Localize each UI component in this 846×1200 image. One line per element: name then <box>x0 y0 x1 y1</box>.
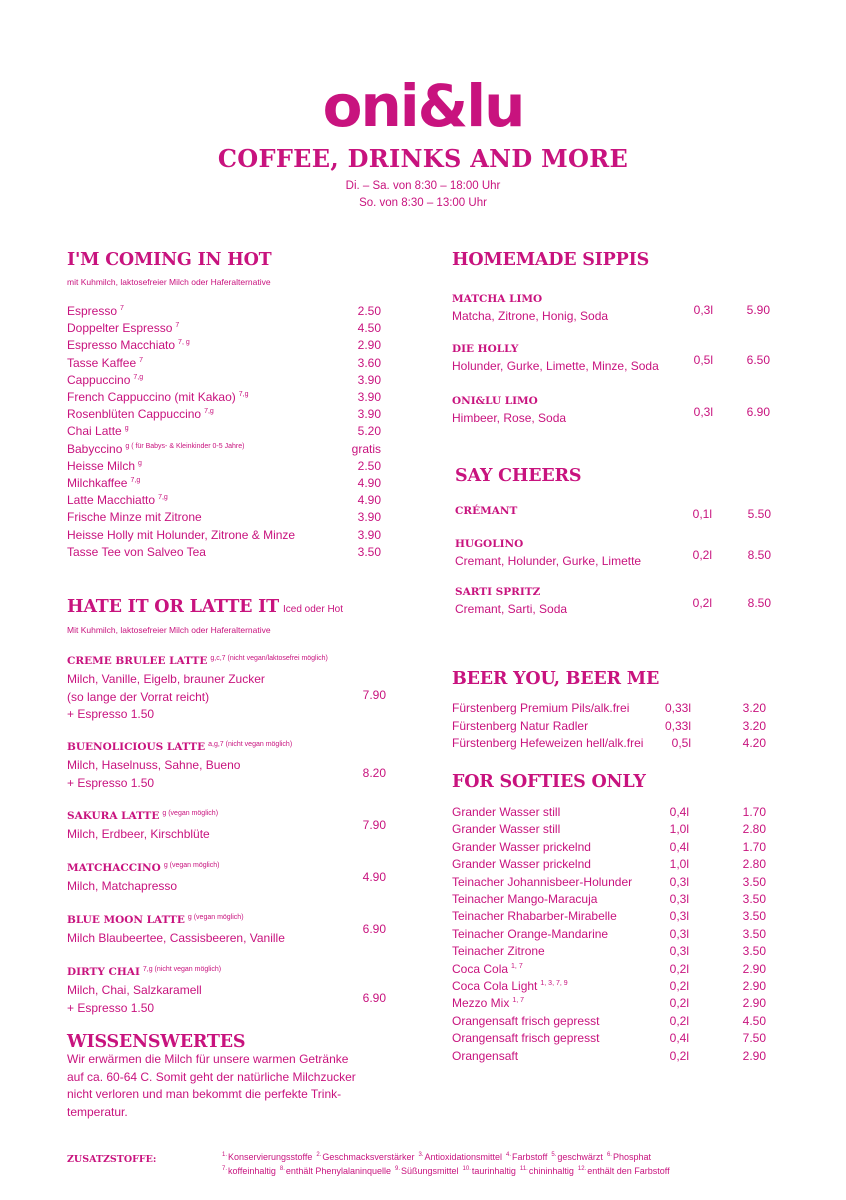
hot-item-name <box>67 492 168 509</box>
softies-item-name-text: Grander Wasser still <box>452 822 561 837</box>
softies-item-price: 7.50 <box>742 1031 766 1046</box>
additive-text: Konservierungsstoffe <box>228 1152 313 1162</box>
softies-item-name-text: Mezzo Mix <box>452 996 510 1011</box>
cheers-item-description: Cremant, Holunder, Gurke, Limette <box>455 554 642 568</box>
softies-item-name <box>452 978 568 995</box>
softies-item-name <box>452 804 560 821</box>
softies-item-row <box>452 1048 770 1065</box>
additive-text: Geschmacksverstärker <box>322 1152 415 1162</box>
beer-item-row <box>452 700 770 717</box>
hot-item-name <box>67 441 244 458</box>
additive-number: 4. <box>506 1152 512 1158</box>
softies-item-name <box>452 856 591 873</box>
hot-item-name-text: Tasse Tee von Salveo Tea <box>67 544 206 559</box>
hot-item-name-text: Frische Minze mit Zitrone <box>67 510 202 525</box>
section-title-latte-text: HATE IT OR LATTE IT <box>67 597 279 617</box>
hot-item-allergen-sup: 7 <box>175 322 180 330</box>
softies-item-name-text: Teinacher Zitrone <box>452 944 545 959</box>
section-title-beer: BEER YOU, BEER ME <box>452 669 660 689</box>
hot-item-price: 3.90 <box>357 407 381 422</box>
sippis-item-name: ONI&LU LIMO <box>452 395 538 407</box>
softies-item-name <box>452 1013 599 1030</box>
hot-item-name-text: Espresso Macchiato <box>67 338 176 353</box>
softies-item-row <box>452 856 770 873</box>
hot-item-price: 3.90 <box>357 390 381 404</box>
sippis-item-price: 6.50 <box>746 353 770 367</box>
softies-item-price: 2.90 <box>742 979 766 993</box>
page-subtitle: COFFEE, DRINKS AND MORE <box>217 144 629 173</box>
hot-item-row <box>67 458 381 475</box>
latte-item-price: 4.90 <box>362 869 386 884</box>
hot-item-row <box>67 355 381 372</box>
latte-item-price: 7.90 <box>362 688 386 703</box>
hot-item-price: 4.90 <box>357 476 381 490</box>
softies-item-price: 3.50 <box>742 892 766 906</box>
section-title-softies: FOR SOFTIES ONLY <box>452 772 646 792</box>
latte-item-price: 7.90 <box>362 817 386 832</box>
sippis-item-price: 5.90 <box>746 303 770 317</box>
softies-item-name-text: Grander Wasser still <box>452 805 561 819</box>
latte-item-name-text: MATCHACCINO <box>67 862 161 874</box>
additive-number: 7. <box>222 1166 228 1172</box>
latte-item-allergen-sup: a,g,7 (nicht vegan möglich) <box>208 740 293 748</box>
softies-item-size: 0,4l <box>669 805 689 819</box>
opening-hours-sunday: So. von 8:30 – 13:00 Uhr <box>359 197 487 209</box>
softies-item-price: 3.50 <box>742 944 766 959</box>
hot-item-name <box>67 355 143 372</box>
softies-item-size: 0,3l <box>669 944 689 959</box>
hot-item-allergen-sup: g ( für Babys- & Kleinkinder 0-5 Jahre) <box>125 442 245 450</box>
hot-item-row <box>67 527 381 544</box>
hot-item-price: 3.60 <box>357 355 381 370</box>
hot-item-price: 4.50 <box>357 321 381 336</box>
hot-item-name-text: Babyccino <box>67 441 123 456</box>
wissen-line: auf ca. 60-64 C. Somit geht der natürliche Milchzucker <box>67 1069 356 1084</box>
beer-item-name-text: Fürstenberg Hefeweizen hell/alk.frei <box>452 736 644 750</box>
hot-item-name-text: Doppelter Espresso <box>67 321 173 336</box>
latte-item-name-text: DIRTY CHAI <box>67 966 140 978</box>
softies-item-name-text: Teinacher Rhabarber-Mirabelle <box>452 909 617 924</box>
softies-item-size: 0,2l <box>669 996 689 1011</box>
cheers-item-size: 0,2l <box>692 596 712 610</box>
hot-item-allergen-sup: 7,g <box>238 391 249 398</box>
hot-item-row <box>67 389 381 406</box>
latte-item-description: + Espresso 1.50 <box>67 707 155 721</box>
softies-item-size: 0,2l <box>669 979 689 993</box>
additive-text: enthält den Farbstoff <box>587 1166 670 1176</box>
softies-item-size: 0,4l <box>669 839 689 854</box>
softies-item-price: 1.70 <box>742 805 766 819</box>
latte-item-name-text: CREME BRULEE LATTE <box>67 655 208 667</box>
softies-item-name-text: Teinacher Orange-Mandarine <box>452 926 609 941</box>
opening-hours-weekdays: Di. – Sa. von 8:30 – 18:00 Uhr <box>345 180 501 192</box>
hot-item-row <box>67 320 381 337</box>
latte-item-name-text: SAKURA LATTE <box>67 810 160 822</box>
hot-item-name-text: Espresso <box>67 304 118 318</box>
beer-item-name-text: Fürstenberg Natur Radler <box>452 718 589 733</box>
cheers-item-size: 0,1l <box>692 507 712 521</box>
beer-item-name <box>452 718 588 735</box>
section-title-sippis: HOMEMADE SIPPIS <box>452 250 650 270</box>
softies-item-allergen-sup: 1, 7 <box>511 962 523 970</box>
additive-number: 3. <box>418 1152 424 1158</box>
softies-item-row <box>452 978 770 995</box>
hot-item-name-text: Chai Latte <box>67 424 122 439</box>
hot-item-row <box>67 423 381 440</box>
latte-item-description: Milch Blaubeertee, Cassisbeeren, Vanille <box>67 931 285 945</box>
additive-text: Süßungsmittel <box>401 1166 459 1176</box>
softies-item-allergen-sup: 1, 7 <box>512 997 525 1005</box>
beer-item-price: 3.20 <box>742 701 766 715</box>
latte-item-description: Milch, Vanille, Eigelb, brauner Zucker <box>67 672 265 686</box>
hot-item-allergen-sup: g <box>138 459 142 467</box>
footer-additives-label: ZUSATZSTOFFE: <box>67 1154 157 1165</box>
footer-additives-line-1 <box>222 1152 655 1162</box>
additive-number: 9. <box>395 1166 401 1172</box>
softies-item-name-text: Teinacher Mango-Maracuja <box>452 892 598 906</box>
softies-item-size: 1,0l <box>669 857 689 872</box>
hot-item-allergen-sup: g <box>124 425 129 433</box>
beer-item-price: 3.20 <box>742 718 766 733</box>
latte-item-description: Milch, Haselnuss, Sahne, Bueno <box>67 758 241 772</box>
latte-item-description: (so lange der Vorrat reicht) <box>67 689 210 704</box>
softies-item-name-text: Coca Cola <box>452 961 509 976</box>
softies-item-row <box>452 891 770 908</box>
beer-item-name-text: Fürstenberg Premium Pils/alk.frei <box>452 701 630 715</box>
sippis-item-description: Matcha, Zitrone, Honig, Soda <box>452 309 609 323</box>
softies-item-name <box>452 943 545 960</box>
latte-item-allergen-sup: g (vegan möglich) <box>163 861 220 869</box>
hot-item-name <box>67 509 202 526</box>
wissen-line: nicht verloren und man bekommt die perfekte Trink- <box>67 1087 342 1101</box>
softies-item-row <box>452 1030 770 1047</box>
hot-item-name-text: Latte Macchiatto <box>67 493 156 508</box>
additive-number: 5. <box>551 1152 557 1158</box>
additive-number: 6. <box>606 1152 612 1158</box>
softies-item-row <box>452 908 770 925</box>
softies-item-name-text: Coca Cola Light <box>452 979 538 993</box>
softies-item-row <box>452 926 770 943</box>
latte-item-allergen-sup: g (vegan möglich) <box>162 809 219 817</box>
additive-number: 1. <box>222 1152 228 1158</box>
additive-text: enthält Phenylalaninquelle <box>285 1166 391 1176</box>
latte-item-name <box>67 966 221 978</box>
latte-item-description: + Espresso 1.50 <box>67 775 155 790</box>
softies-item-size: 0,3l <box>669 909 689 924</box>
latte-item-name-text: BLUE MOON LATTE <box>67 914 185 926</box>
softies-item-name-text: Teinacher Johannisbeer-Holunder <box>452 874 633 889</box>
softies-item-size: 0,4l <box>669 1031 689 1046</box>
softies-item-row <box>452 943 770 960</box>
section-note-latte: Mit Kuhmilch, laktosefreier Milch oder Haferalternative <box>67 625 271 635</box>
beer-item-price: 4.20 <box>742 736 766 750</box>
hot-item-allergen-sup: 7 <box>120 305 124 312</box>
cheers-item-description: Cremant, Sarti, Soda <box>455 602 568 616</box>
hot-item-row <box>67 303 381 320</box>
section-title-latte <box>67 597 343 617</box>
hot-item-price: 3.90 <box>357 527 381 542</box>
sippis-item-size: 0,3l <box>693 303 713 317</box>
hot-item-name <box>67 475 140 492</box>
cheers-item-price: 8.50 <box>747 548 771 562</box>
softies-item-name-text: Orangensaft <box>452 1048 519 1063</box>
softies-item-name <box>452 1030 599 1047</box>
softies-item-name-text: Orangensaft frisch gepresst <box>452 1031 600 1046</box>
wissen-paragraph <box>67 1051 407 1121</box>
latte-item-name-text: BUENOLICIOUS LATTE <box>67 741 206 753</box>
footer-additives-line-2 <box>222 1166 674 1176</box>
beer-item-name <box>452 735 643 752</box>
softies-item-name-text: Grander Wasser prickelnd <box>452 839 591 854</box>
hot-item-name <box>67 458 142 475</box>
cheers-item-size: 0,2l <box>692 548 712 562</box>
softies-item-row <box>452 1013 770 1030</box>
additive-number: 12. <box>577 1166 587 1172</box>
softies-item-name <box>452 995 524 1012</box>
sippis-item-name: MATCHA LIMO <box>452 293 543 305</box>
section-title-cheers: SAY CHEERS <box>455 466 582 486</box>
hot-item-price: 2.50 <box>357 458 381 473</box>
hot-item-name-text: Tasse Kaffee <box>67 355 137 370</box>
hot-item-name-text: Heisse Holly mit Holunder, Zitrone & Minze <box>67 527 296 542</box>
wissen-line: Wir erwärmen die Milch für unsere warmen Getränke <box>67 1052 349 1066</box>
softies-item-price: 2.90 <box>742 996 766 1011</box>
hot-item-allergen-sup: 7,g <box>133 373 144 381</box>
latte-item-name <box>67 914 244 926</box>
softies-item-price: 2.80 <box>742 822 766 837</box>
hot-item-name <box>67 527 295 544</box>
softies-item-size: 0,2l <box>669 1048 689 1063</box>
cheers-item-price: 5.50 <box>747 507 771 521</box>
hot-item-name <box>67 320 179 337</box>
hot-item-name-text: Rosenblüten Cappuccino <box>67 407 202 422</box>
beer-item-size: 0,33l <box>664 701 691 715</box>
softies-item-name <box>452 821 560 838</box>
softies-item-price: 3.50 <box>742 926 766 941</box>
hot-item-row <box>67 544 381 561</box>
softies-item-size: 0,3l <box>669 926 689 941</box>
hot-item-name-text: Milchkaffee <box>67 476 128 490</box>
section-title-wissen: WISSENSWERTES <box>67 1032 246 1052</box>
latte-item-name <box>67 810 218 822</box>
sippis-item-price: 6.90 <box>746 405 770 419</box>
softies-item-name-text: Grander Wasser prickelnd <box>452 857 591 872</box>
cheers-item-name: SARTI SPRITZ <box>455 586 541 598</box>
sippis-item-description: Himbeer, Rose, Soda <box>452 411 567 425</box>
additive-text: chininhaltig <box>528 1166 574 1176</box>
hot-item-price: 4.90 <box>357 493 381 508</box>
hot-item-price: gratis <box>351 441 381 456</box>
latte-item-allergen-sup: g (vegan möglich) <box>187 913 244 921</box>
softies-item-price: 2.80 <box>742 857 766 872</box>
softies-item-name <box>452 891 597 908</box>
hot-item-name <box>67 337 190 354</box>
hot-item-row <box>67 372 381 389</box>
latte-item-description: Milch, Erdbeer, Kirschblüte <box>67 827 210 841</box>
softies-item-row <box>452 995 770 1012</box>
additive-number: 2. <box>316 1152 322 1158</box>
softies-item-name <box>452 1048 518 1065</box>
latte-item-price: 6.90 <box>362 990 386 1005</box>
beer-item-row <box>452 735 770 752</box>
hot-item-price: 3.50 <box>357 544 381 559</box>
hot-item-row <box>67 475 381 492</box>
hot-item-name-text: French Cappuccino (mit Kakao) <box>67 390 236 404</box>
softies-item-size: 0,3l <box>669 892 689 906</box>
sippis-item-description: Holunder, Gurke, Limette, Minze, Soda <box>452 359 659 373</box>
sippis-item-size: 0,5l <box>693 353 713 367</box>
softies-item-row <box>452 839 770 856</box>
hot-item-name <box>67 389 248 406</box>
wissen-line: temperatur. <box>67 1104 128 1119</box>
softies-item-name <box>452 926 608 943</box>
hot-item-price: 3.90 <box>357 510 381 525</box>
hot-item-allergen-sup: 7, g <box>178 339 190 347</box>
latte-item-description: Milch, Matchapresso <box>67 879 178 893</box>
additive-text: koffeinhaltig <box>228 1166 276 1176</box>
softies-item-price: 2.90 <box>742 1048 766 1063</box>
hot-item-row <box>67 492 381 509</box>
latte-item-price: 6.90 <box>362 921 386 936</box>
section-note-hot: mit Kuhmilch, laktosefreier Milch oder Haferalternative <box>67 277 271 287</box>
additive-number: 11. <box>519 1166 528 1172</box>
additive-text: Antioxidationsmittel <box>424 1152 503 1162</box>
hot-item-allergen-sup: 7 <box>139 356 144 364</box>
beer-item-row <box>452 718 770 735</box>
hot-item-name-text: Cappuccino <box>67 372 131 387</box>
hot-item-price: 5.20 <box>357 424 381 439</box>
additive-text: geschwärzt <box>557 1152 603 1162</box>
sippis-item-size: 0,3l <box>693 405 713 419</box>
hot-item-allergen-sup: 7,g <box>204 408 214 416</box>
softies-item-price: 2.90 <box>742 961 766 976</box>
additive-number: 8. <box>279 1166 285 1172</box>
softies-item-price: 1.70 <box>742 839 766 854</box>
beer-item-name <box>452 700 629 717</box>
softies-item-name <box>452 908 617 925</box>
softies-item-row <box>452 961 770 978</box>
hot-item-price: 2.50 <box>357 304 381 318</box>
hot-item-name <box>67 372 143 389</box>
sippis-item-name: DIE HOLLY <box>452 343 519 355</box>
softies-item-row <box>452 804 770 821</box>
softies-item-price: 3.50 <box>742 874 766 889</box>
additive-text: taurinhaltig <box>471 1166 516 1176</box>
hot-item-row <box>67 337 381 354</box>
hot-item-name <box>67 303 124 320</box>
hot-item-row <box>67 406 381 423</box>
softies-item-name <box>452 874 632 891</box>
hot-item-row <box>67 441 381 458</box>
latte-item-price: 8.20 <box>362 765 386 780</box>
softies-item-size: 0,2l <box>669 1013 689 1028</box>
hot-item-name <box>67 423 129 440</box>
additive-text: Phosphat <box>612 1152 651 1162</box>
hot-item-price: 2.90 <box>357 338 381 353</box>
softies-item-row <box>452 874 770 891</box>
latte-item-allergen-sup: 7,g (nicht vegan möglich) <box>142 965 222 973</box>
section-title-latte-aside: Iced oder Hot <box>282 604 344 615</box>
cheers-item-price: 8.50 <box>747 596 771 610</box>
hot-item-price: 3.90 <box>357 372 381 387</box>
brand-logo: oni&lu <box>322 72 524 140</box>
hot-item-name-text: Heisse Milch <box>67 458 136 473</box>
latte-item-name <box>67 741 292 753</box>
softies-item-name <box>452 839 591 856</box>
softies-item-name <box>452 961 523 978</box>
softies-item-size: 0,2l <box>669 961 689 976</box>
hot-item-name <box>67 406 214 423</box>
section-title-hot: I'M COMING IN HOT <box>67 250 272 270</box>
cheers-item-name: CRÉMANT <box>455 505 518 517</box>
hot-item-name <box>67 544 206 561</box>
softies-item-price: 4.50 <box>742 1013 766 1028</box>
hot-item-allergen-sup: 7,g <box>130 477 141 484</box>
latte-item-name <box>67 655 328 667</box>
softies-item-size: 1,0l <box>669 822 689 837</box>
latte-item-description: + Espresso 1.50 <box>67 1000 155 1015</box>
latte-item-name <box>67 862 219 874</box>
additive-number: 10. <box>462 1166 471 1172</box>
softies-item-name-text: Orangensaft frisch gepresst <box>452 1013 600 1028</box>
latte-item-description: Milch, Chai, Salzkaramell <box>67 983 202 997</box>
latte-item-allergen-sup: g,c,7 (nicht vegan/laktosefrei möglich) <box>210 654 328 662</box>
cheers-item-name: HUGOLINO <box>455 538 524 550</box>
additive-text: Farbstoff <box>512 1152 548 1162</box>
hot-item-allergen-sup: 7,g <box>158 494 168 502</box>
softies-item-size: 0,3l <box>669 874 689 889</box>
softies-item-allergen-sup: 1, 3, 7, 9 <box>540 980 568 987</box>
softies-item-price: 3.50 <box>742 909 766 924</box>
beer-item-size: 0,5l <box>671 736 691 750</box>
softies-item-row <box>452 821 770 838</box>
hot-item-row <box>67 509 381 526</box>
beer-item-size: 0,33l <box>664 718 691 733</box>
